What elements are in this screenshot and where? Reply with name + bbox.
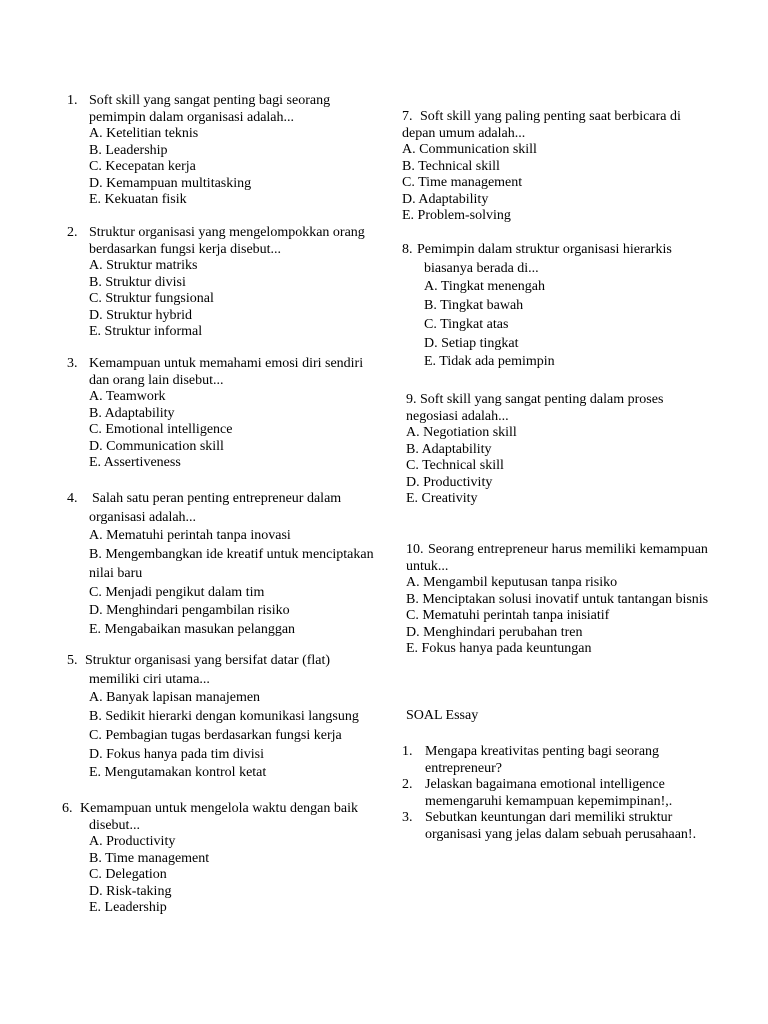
question-stem: Salah satu peran penting entrepreneur dalam bbox=[92, 491, 342, 506]
question-stem: Kemampuan untuk mengelola waktu dengan baik bbox=[80, 801, 358, 816]
option: C. Emotional intelligence bbox=[89, 422, 233, 437]
option: C. Menjadi pengikut dalam tim bbox=[89, 584, 265, 600]
option: E. Mengabaikan masukan pelanggan bbox=[89, 621, 296, 637]
option: B. Adaptability bbox=[89, 405, 175, 421]
question-stem-cont: depan umum adalah... bbox=[402, 125, 526, 141]
essay-number: 3. bbox=[402, 810, 413, 825]
option-cont: nilai baru bbox=[89, 565, 143, 581]
option: E. Struktur informal bbox=[89, 324, 203, 339]
essay-text-cont: organisasi yang jelas dalam sebuah perusahaan!. bbox=[425, 826, 697, 842]
question-number: 3. bbox=[67, 356, 78, 371]
question-number: 5. bbox=[67, 653, 78, 668]
option: E. Leadership bbox=[89, 900, 167, 915]
option: B. Adaptability bbox=[406, 441, 492, 457]
question-2 bbox=[67, 225, 365, 341]
question-stem-cont: pemimpin dalam organisasi adalah... bbox=[89, 109, 295, 125]
essay-title: SOAL Essay bbox=[406, 708, 479, 723]
option: A. Productivity bbox=[89, 834, 176, 849]
question-9 bbox=[406, 392, 663, 508]
essay-text: Sebutkan keuntungan dari memiliki struktur bbox=[425, 810, 673, 825]
option: C. Pembagian tugas berdasarkan fungsi kerja bbox=[89, 727, 342, 743]
option: D. Struktur hybrid bbox=[89, 307, 193, 323]
question-5 bbox=[67, 652, 359, 783]
option: E. Mengutamakan kontrol ketat bbox=[89, 765, 267, 781]
option: A. Mematuhi perintah tanpa inovasi bbox=[89, 528, 291, 544]
question-number: 6. bbox=[62, 801, 73, 816]
essay-text-cont: entrepreneur? bbox=[425, 760, 502, 776]
question-number: 10. bbox=[406, 542, 424, 557]
question-stem: Seorang entrepreneur harus memiliki kemampuan bbox=[428, 542, 708, 557]
essay-number: 2. bbox=[402, 777, 413, 792]
question-4 bbox=[67, 490, 374, 640]
option: E. Problem-solving bbox=[402, 208, 511, 223]
essay-text-cont: memengaruhi kemampuan kepemimpinan!,. bbox=[425, 793, 673, 809]
question-stem: Struktur organisasi yang bersifat datar (flat) bbox=[85, 653, 331, 668]
question-number: 2. bbox=[67, 225, 78, 240]
question-stem-cont: memiliki ciri utama... bbox=[89, 671, 210, 687]
question-stem: Pemimpin dalam struktur organisasi hierarkis bbox=[417, 242, 672, 257]
question-3 bbox=[67, 356, 363, 472]
option: B. Technical skill bbox=[402, 158, 500, 174]
option: B. Mengembangkan ide kreatif untuk menciptakan bbox=[89, 547, 374, 563]
option: E. Assertiveness bbox=[89, 455, 181, 470]
option: D. Risk-taking bbox=[89, 883, 172, 899]
essay-number: 1. bbox=[402, 744, 413, 759]
question-7 bbox=[402, 109, 681, 225]
option: D. Productivity bbox=[406, 474, 493, 490]
question-8 bbox=[402, 241, 672, 372]
essay-item-3 bbox=[402, 810, 696, 843]
question-stem-cont: biasanya berada di... bbox=[424, 260, 539, 276]
option: C. Kecepatan kerja bbox=[89, 159, 196, 174]
option: A. Negotiation skill bbox=[406, 425, 517, 440]
option: B. Sedikit hierarki dengan komunikasi langsung bbox=[89, 709, 359, 725]
option: B. Menciptakan solusi inovatif untuk tantangan bisnis bbox=[406, 591, 709, 607]
question-number: 4. bbox=[67, 491, 78, 506]
question-stem-cont: disebut... bbox=[89, 817, 140, 833]
option: D. Communication skill bbox=[89, 438, 224, 454]
question-stem-cont: organisasi adalah... bbox=[89, 509, 197, 525]
option: D. Fokus hanya pada tim divisi bbox=[89, 746, 264, 762]
essay-item-2 bbox=[402, 777, 696, 810]
question-6 bbox=[62, 801, 358, 917]
question-stem: Struktur organisasi yang mengelompokkan orang bbox=[89, 225, 365, 240]
option: C. Delegation bbox=[89, 867, 167, 882]
essay-item-1 bbox=[402, 744, 696, 777]
question-1 bbox=[67, 93, 330, 209]
option: C. Tingkat atas bbox=[424, 316, 509, 332]
option: A. Teamwork bbox=[89, 389, 166, 404]
question-number: 1. bbox=[67, 93, 78, 108]
option: E. Kekuatan fisik bbox=[89, 192, 187, 207]
question-stem: Soft skill yang sangat penting bagi seorang bbox=[89, 93, 331, 108]
question-stem-cont: berdasarkan fungsi kerja disebut... bbox=[89, 241, 282, 257]
question-stem-cont: dan orang lain disebut... bbox=[89, 372, 224, 388]
option: B. Time management bbox=[89, 850, 210, 866]
option: A. Communication skill bbox=[402, 142, 537, 157]
question-number: 7. bbox=[402, 109, 413, 124]
option: C. Struktur fungsional bbox=[89, 291, 214, 306]
option: C. Technical skill bbox=[406, 458, 504, 473]
question-10 bbox=[406, 542, 708, 658]
option: E. Fokus hanya pada keuntungan bbox=[406, 641, 592, 656]
option: A. Ketelitian teknis bbox=[89, 126, 199, 141]
option: B. Struktur divisi bbox=[89, 274, 186, 290]
option: A. Tingkat menengah bbox=[424, 279, 545, 295]
option: A. Mengambil keputusan tanpa risiko bbox=[406, 575, 618, 590]
essay-text: Jelaskan bagaimana emotional intelligence bbox=[425, 777, 665, 792]
question-number: 9. bbox=[406, 392, 417, 407]
option: D. Kemampuan multitasking bbox=[89, 175, 252, 191]
option: C. Time management bbox=[402, 175, 523, 190]
option: D. Adaptability bbox=[402, 191, 489, 207]
question-stem: Kemampuan untuk memahami emosi diri sendiri bbox=[89, 356, 364, 371]
essay-list bbox=[402, 744, 696, 843]
option: B. Tingkat bawah bbox=[424, 298, 524, 314]
option: D. Setiap tingkat bbox=[424, 335, 519, 351]
option: A. Struktur matriks bbox=[89, 258, 198, 273]
question-stem: Soft skill yang sangat penting dalam proses bbox=[420, 392, 664, 407]
option: E. Creativity bbox=[406, 491, 478, 506]
option: E. Tidak ada pemimpin bbox=[424, 354, 555, 370]
option: B. Leadership bbox=[89, 142, 168, 158]
option: C. Mematuhi perintah tanpa inisiatif bbox=[406, 608, 610, 623]
option: A. Banyak lapisan manajemen bbox=[89, 690, 261, 706]
option: D. Menghindari pengambilan risiko bbox=[89, 603, 290, 619]
essay-text: Mengapa kreativitas penting bagi seorang bbox=[425, 744, 660, 759]
option: D. Menghindari perubahan tren bbox=[406, 624, 583, 640]
question-stem-cont: untuk... bbox=[406, 558, 449, 574]
question-stem-cont: negosiasi adalah... bbox=[406, 408, 509, 424]
question-stem: Soft skill yang paling penting saat berbicara di bbox=[420, 109, 681, 124]
question-number: 8. bbox=[402, 242, 413, 257]
